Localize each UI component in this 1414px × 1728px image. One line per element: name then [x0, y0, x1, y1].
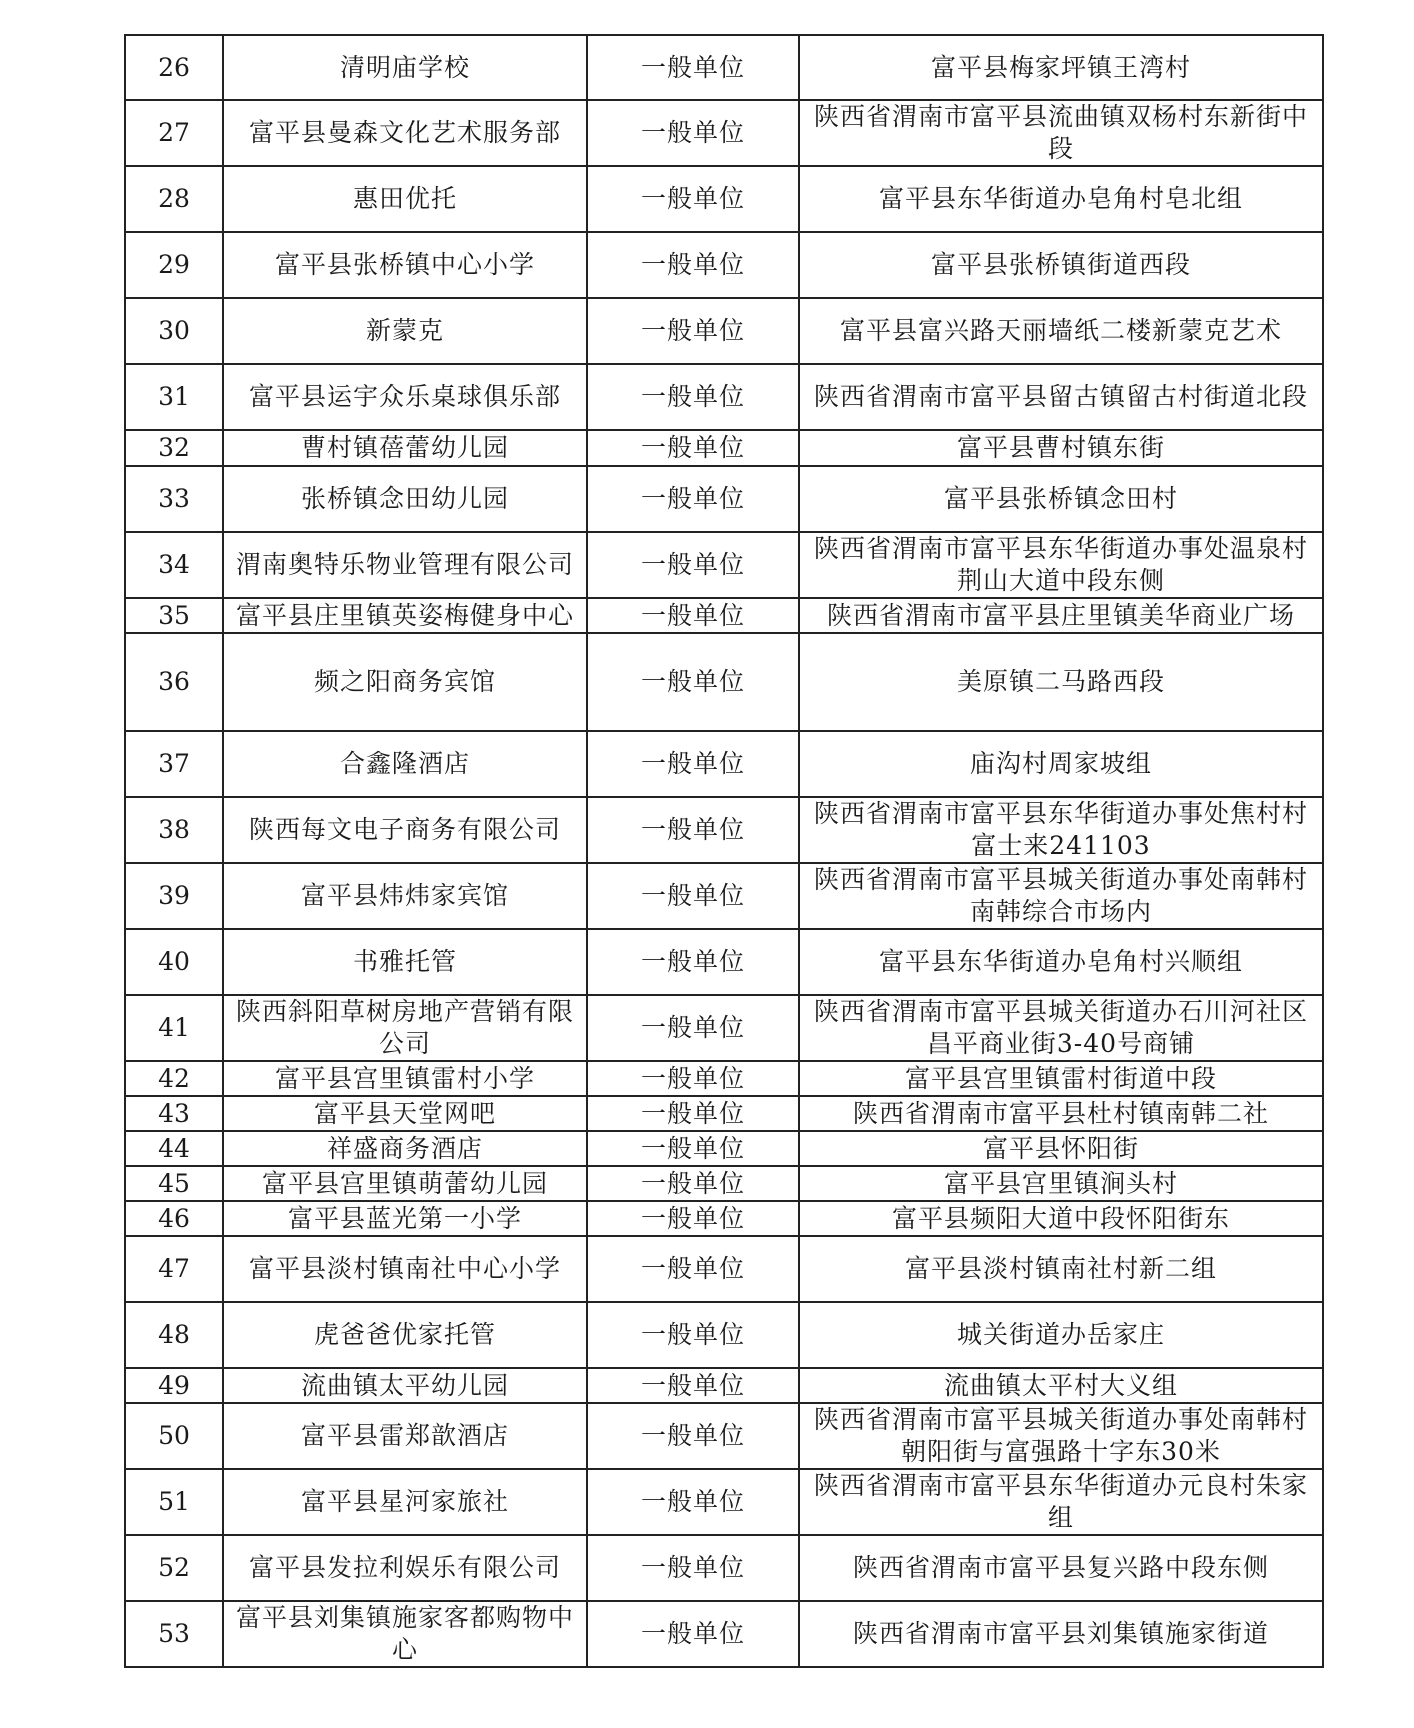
table-row — [125, 1061, 1323, 1096]
cell-unit-type: 一般单位 — [587, 1601, 799, 1667]
cell-unit-type: 一般单位 — [587, 1368, 799, 1403]
cell-address: 富平县富兴路天丽墙纸二楼新蒙克艺术 — [799, 298, 1323, 364]
cell-number: 28 — [125, 166, 223, 232]
cell-unit-type: 一般单位 — [587, 633, 799, 731]
table-row — [125, 1368, 1323, 1403]
cell-address: 陕西省渭南市富平县杜村镇南韩二社 — [799, 1096, 1323, 1131]
cell-number: 37 — [125, 731, 223, 797]
cell-number: 51 — [125, 1469, 223, 1535]
cell-number: 27 — [125, 100, 223, 166]
cell-unit-name: 虎爸爸优家托管 — [223, 1302, 587, 1368]
cell-address: 富平县东华街道办皂角村皂北组 — [799, 166, 1323, 232]
cell-address: 庙沟村周家坡组 — [799, 731, 1323, 797]
cell-number: 47 — [125, 1236, 223, 1302]
cell-unit-type: 一般单位 — [587, 232, 799, 298]
cell-unit-name: 频之阳商务宾馆 — [223, 633, 587, 731]
cell-address: 富平县宫里镇涧头村 — [799, 1166, 1323, 1201]
unit-list-table — [124, 34, 1324, 1668]
cell-address: 富平县东华街道办皂角村兴顺组 — [799, 929, 1323, 995]
cell-address: 富平县曹村镇东街 — [799, 430, 1323, 466]
cell-number: 41 — [125, 995, 223, 1061]
cell-unit-type: 一般单位 — [587, 863, 799, 929]
cell-number: 53 — [125, 1601, 223, 1667]
cell-unit-name: 富平县天堂网吧 — [223, 1096, 587, 1131]
cell-address: 陕西省渭南市富平县东华街道办元良村朱家组 — [799, 1469, 1323, 1535]
cell-unit-type: 一般单位 — [587, 995, 799, 1061]
cell-address: 流曲镇太平村大义组 — [799, 1368, 1323, 1403]
table-row — [125, 1403, 1323, 1469]
cell-address: 陕西省渭南市富平县刘集镇施家街道 — [799, 1601, 1323, 1667]
cell-unit-name: 富平县庄里镇英姿梅健身中心 — [223, 598, 587, 633]
cell-number: 33 — [125, 466, 223, 532]
table-row — [125, 298, 1323, 364]
cell-number: 39 — [125, 863, 223, 929]
table-row — [125, 797, 1323, 863]
cell-unit-name: 陕西斜阳草树房地产营销有限公司 — [223, 995, 587, 1061]
table-row — [125, 1096, 1323, 1131]
cell-number: 29 — [125, 232, 223, 298]
table-row — [125, 1469, 1323, 1535]
cell-address: 陕西省渭南市富平县城关街道办石川河社区昌平商业街3-40号商铺 — [799, 995, 1323, 1061]
cell-unit-type: 一般单位 — [587, 1131, 799, 1166]
cell-number: 49 — [125, 1368, 223, 1403]
cell-number: 46 — [125, 1201, 223, 1236]
cell-number: 44 — [125, 1131, 223, 1166]
table-row — [125, 598, 1323, 633]
table-row — [125, 232, 1323, 298]
cell-unit-type: 一般单位 — [587, 1201, 799, 1236]
table-row — [125, 466, 1323, 532]
table-row — [125, 1166, 1323, 1201]
cell-unit-name: 富平县雷郑歆酒店 — [223, 1403, 587, 1469]
table-row — [125, 364, 1323, 430]
table-row — [125, 1535, 1323, 1601]
cell-unit-name: 书雅托管 — [223, 929, 587, 995]
cell-number: 43 — [125, 1096, 223, 1131]
cell-unit-type: 一般单位 — [587, 1403, 799, 1469]
cell-address: 陕西省渭南市富平县复兴路中段东侧 — [799, 1535, 1323, 1601]
cell-unit-type: 一般单位 — [587, 1469, 799, 1535]
cell-unit-name: 清明庙学校 — [223, 35, 587, 100]
cell-number: 35 — [125, 598, 223, 633]
table-row — [125, 731, 1323, 797]
cell-unit-type: 一般单位 — [587, 430, 799, 466]
cell-number: 26 — [125, 35, 223, 100]
cell-number: 52 — [125, 1535, 223, 1601]
cell-unit-type: 一般单位 — [587, 1535, 799, 1601]
cell-unit-name: 富平县炜炜家宾馆 — [223, 863, 587, 929]
cell-unit-name: 富平县宫里镇萌蕾幼儿园 — [223, 1166, 587, 1201]
cell-number: 31 — [125, 364, 223, 430]
cell-unit-type: 一般单位 — [587, 797, 799, 863]
cell-unit-type: 一般单位 — [587, 1096, 799, 1131]
cell-unit-name: 合鑫隆酒店 — [223, 731, 587, 797]
cell-unit-name: 陕西每文电子商务有限公司 — [223, 797, 587, 863]
table-row — [125, 100, 1323, 166]
cell-address: 陕西省渭南市富平县城关街道办事处南韩村南韩综合市场内 — [799, 863, 1323, 929]
cell-number: 30 — [125, 298, 223, 364]
cell-unit-type: 一般单位 — [587, 598, 799, 633]
cell-unit-type: 一般单位 — [587, 364, 799, 430]
cell-address: 陕西省渭南市富平县流曲镇双杨村东新街中段 — [799, 100, 1323, 166]
cell-unit-type: 一般单位 — [587, 1166, 799, 1201]
cell-address: 陕西省渭南市富平县城关街道办事处南韩村朝阳街与富强路十字东30米 — [799, 1403, 1323, 1469]
cell-unit-type: 一般单位 — [587, 1302, 799, 1368]
cell-number: 36 — [125, 633, 223, 731]
cell-unit-type: 一般单位 — [587, 1061, 799, 1096]
cell-unit-type: 一般单位 — [587, 166, 799, 232]
cell-address: 陕西省渭南市富平县东华街道办事处温泉村荆山大道中段东侧 — [799, 532, 1323, 598]
cell-unit-name: 富平县刘集镇施家客都购物中心 — [223, 1601, 587, 1667]
cell-address: 城关街道办岳家庄 — [799, 1302, 1323, 1368]
cell-address: 富平县怀阳街 — [799, 1131, 1323, 1166]
table-row — [125, 166, 1323, 232]
cell-unit-name: 富平县蓝光第一小学 — [223, 1201, 587, 1236]
cell-unit-name: 富平县发拉利娱乐有限公司 — [223, 1535, 587, 1601]
cell-address: 美原镇二马路西段 — [799, 633, 1323, 731]
cell-unit-type: 一般单位 — [587, 100, 799, 166]
cell-address: 富平县宫里镇雷村街道中段 — [799, 1061, 1323, 1096]
cell-unit-type: 一般单位 — [587, 731, 799, 797]
table-row — [125, 929, 1323, 995]
cell-unit-name: 富平县宫里镇雷村小学 — [223, 1061, 587, 1096]
cell-number: 50 — [125, 1403, 223, 1469]
cell-unit-name: 流曲镇太平幼儿园 — [223, 1368, 587, 1403]
cell-address: 陕西省渭南市富平县庄里镇美华商业广场 — [799, 598, 1323, 633]
cell-number: 34 — [125, 532, 223, 598]
cell-number: 42 — [125, 1061, 223, 1096]
table-row — [125, 532, 1323, 598]
table-row — [125, 1131, 1323, 1166]
cell-unit-name: 祥盛商务酒店 — [223, 1131, 587, 1166]
cell-unit-name: 富平县淡村镇南社中心小学 — [223, 1236, 587, 1302]
cell-unit-type: 一般单位 — [587, 466, 799, 532]
cell-unit-name: 富平县曼森文化艺术服务部 — [223, 100, 587, 166]
cell-unit-name: 新蒙克 — [223, 298, 587, 364]
cell-address: 富平县梅家坪镇王湾村 — [799, 35, 1323, 100]
cell-unit-type: 一般单位 — [587, 298, 799, 364]
table-row — [125, 863, 1323, 929]
cell-unit-name: 富平县运宇众乐桌球俱乐部 — [223, 364, 587, 430]
table-row — [125, 1601, 1323, 1667]
cell-unit-name: 张桥镇念田幼儿园 — [223, 466, 587, 532]
cell-number: 48 — [125, 1302, 223, 1368]
table-row — [125, 995, 1323, 1061]
cell-address: 陕西省渭南市富平县东华街道办事处焦村村富士来241103 — [799, 797, 1323, 863]
cell-address: 陕西省渭南市富平县留古镇留古村街道北段 — [799, 364, 1323, 430]
cell-number: 32 — [125, 430, 223, 466]
cell-unit-name: 曹村镇蓓蕾幼儿园 — [223, 430, 587, 466]
cell-address: 富平县张桥镇念田村 — [799, 466, 1323, 532]
cell-address: 富平县频阳大道中段怀阳街东 — [799, 1201, 1323, 1236]
cell-unit-name: 惠田优托 — [223, 166, 587, 232]
cell-unit-type: 一般单位 — [587, 532, 799, 598]
cell-unit-name: 渭南奥特乐物业管理有限公司 — [223, 532, 587, 598]
table-row — [125, 1236, 1323, 1302]
table-row — [125, 1302, 1323, 1368]
cell-unit-type: 一般单位 — [587, 929, 799, 995]
cell-unit-type: 一般单位 — [587, 1236, 799, 1302]
cell-address: 富平县张桥镇街道西段 — [799, 232, 1323, 298]
table-row — [125, 430, 1323, 466]
table-row — [125, 633, 1323, 731]
cell-unit-name: 富平县星河家旅社 — [223, 1469, 587, 1535]
cell-unit-type: 一般单位 — [587, 35, 799, 100]
cell-unit-name: 富平县张桥镇中心小学 — [223, 232, 587, 298]
table-row — [125, 35, 1323, 100]
table-row — [125, 1201, 1323, 1236]
cell-number: 40 — [125, 929, 223, 995]
cell-address: 富平县淡村镇南社村新二组 — [799, 1236, 1323, 1302]
table-body — [125, 35, 1323, 1667]
cell-number: 38 — [125, 797, 223, 863]
cell-number: 45 — [125, 1166, 223, 1201]
